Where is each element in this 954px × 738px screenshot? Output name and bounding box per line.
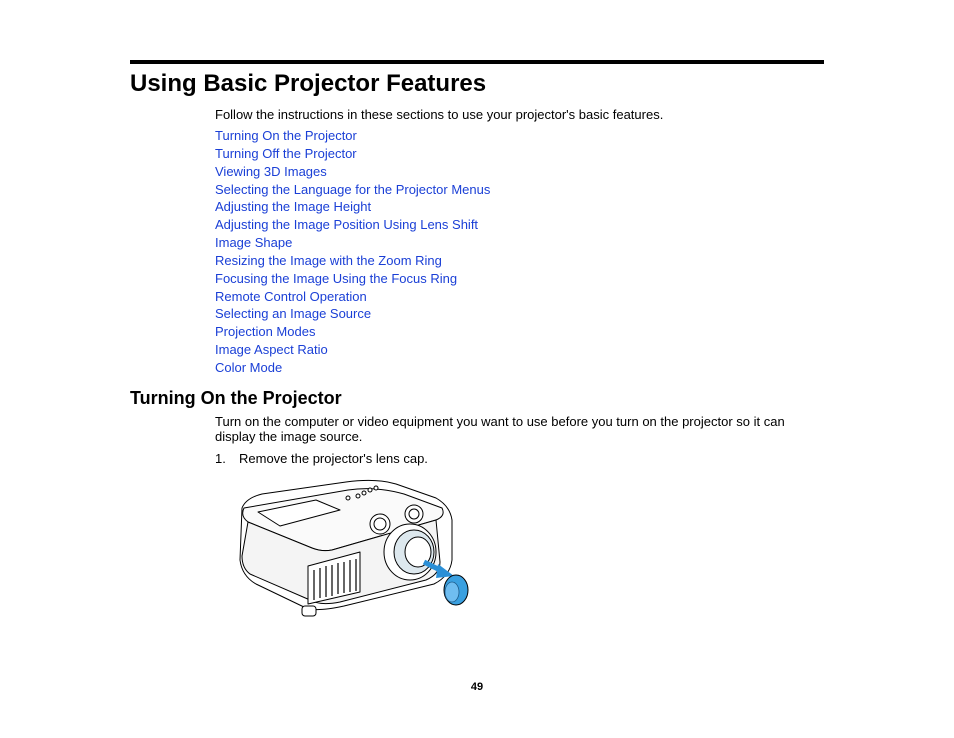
toc-item	[215, 288, 490, 306]
toc-link-aspect-ratio[interactable]: Image Aspect Ratio	[215, 342, 328, 358]
section-links	[215, 127, 490, 377]
page-number: 49	[470, 681, 484, 693]
toc-link-image-source[interactable]: Selecting an Image Source	[215, 306, 372, 322]
toc-link-color-mode[interactable]: Color Mode	[215, 359, 283, 375]
toc-link-turning-off[interactable]: Turning Off the Projector	[215, 145, 357, 161]
toc-link-zoom-ring[interactable]: Resizing the Image with the Zoom Ring	[215, 252, 442, 268]
toc-link-lens-shift[interactable]: Adjusting the Image Position Using Lens Shift	[215, 217, 479, 233]
toc-item	[215, 270, 490, 288]
toc-link-image-shape[interactable]: Image Shape	[215, 235, 293, 251]
toc-item	[215, 359, 490, 377]
step-item	[215, 450, 428, 467]
toc-item	[215, 305, 490, 323]
toc-link-focus-ring[interactable]: Focusing the Image Using the Focus Ring	[215, 270, 458, 286]
toc-link-projection-modes[interactable]: Projection Modes	[215, 324, 316, 340]
toc-link-remote-control[interactable]: Remote Control Operation	[215, 288, 367, 304]
section-heading: Turning On the Projector	[130, 388, 342, 408]
projector-lens-cap-illustration	[236, 476, 472, 624]
page-title: Using Basic Projector Features	[130, 70, 487, 97]
toc-item	[215, 323, 490, 341]
step-text: Remove the projector's lens cap.	[239, 451, 428, 466]
toc-link-language[interactable]: Selecting the Language for the Projector Menus	[215, 181, 491, 197]
toc-item	[215, 341, 490, 359]
top-rule	[130, 60, 824, 64]
toc-item	[215, 127, 490, 145]
toc-item	[215, 198, 490, 216]
toc-item	[215, 216, 490, 234]
toc-item	[215, 252, 490, 270]
intro-text: Follow the instructions in these sections to use your projector's basic features.	[215, 107, 664, 122]
toc-link-image-height[interactable]: Adjusting the Image Height	[215, 199, 372, 215]
toc-item	[215, 181, 490, 199]
toc-link-3d-images[interactable]: Viewing 3D Images	[215, 163, 327, 179]
toc-item	[215, 145, 490, 163]
step-number: 1.	[215, 451, 226, 466]
toc-item	[215, 163, 490, 181]
toc-item	[215, 234, 490, 252]
toc-link-turning-on[interactable]: Turning On the Projector	[215, 128, 357, 143]
section-paragraph: Turn on the computer or video equipment you want to use before you turn on the projector so it can display the image source.	[215, 414, 785, 444]
